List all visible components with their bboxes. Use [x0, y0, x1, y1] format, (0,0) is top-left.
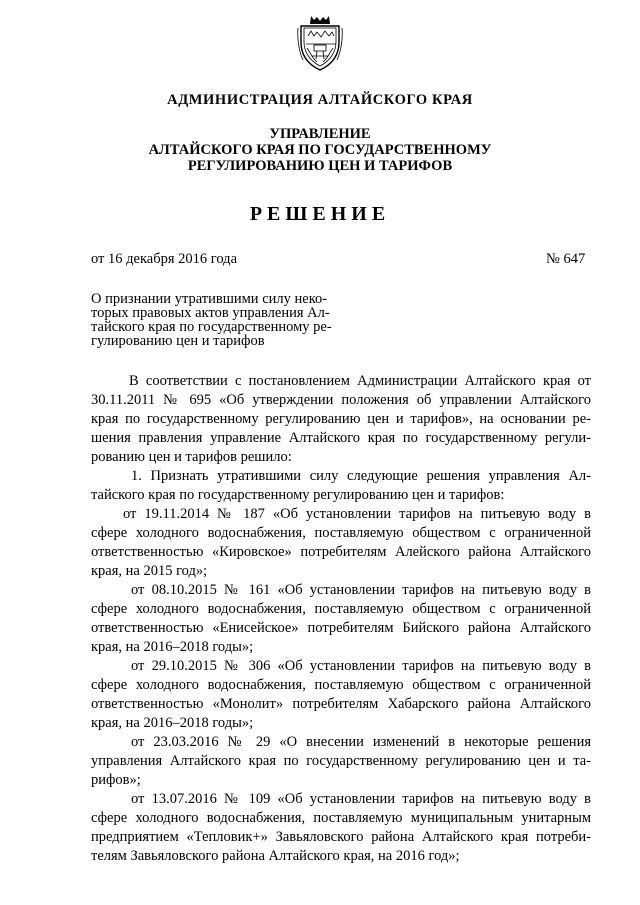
- body-line: тайского края по государственному регулированию цен и тарифов:: [91, 487, 505, 503]
- body-line: шения правления управление Алтайского края по государственному регули-: [91, 430, 591, 446]
- body-line: управления Алтайского края по государственному регулированию цен и та-: [91, 753, 591, 769]
- body-line: 30.11.2011 № 695 «Об утверждении положения об управлении Алтайского: [91, 392, 591, 408]
- department-line-1: УПРАВЛЕНИЕ: [269, 126, 371, 142]
- body-line: ответственностью «Монолит» потребителям Хабарского района Алтайского: [91, 696, 591, 712]
- document-body: [91, 372, 591, 866]
- document-date: от 16 декабря 2016 года: [91, 251, 237, 267]
- subject-line: тайского края по государственному ре-: [91, 319, 332, 335]
- body-line: сфере холодного водоснабжения, поставляемую обществом с ограниченной: [91, 677, 591, 693]
- body-line: ответственностью «Енисейское» потребителям Бийского района Алтайского: [91, 620, 591, 636]
- subject-line: О признании утратившими силу неко-: [91, 291, 328, 307]
- body-line: рованию цен и тарифов решило:: [91, 449, 292, 465]
- body-line: края, на 2016–2018 годы»;: [91, 715, 254, 731]
- body-line: от 13.07.2016 № 109 «Об установлении тарифов на питьевую воду в: [131, 791, 591, 807]
- document-subject: [91, 292, 344, 348]
- body-line: сфере холодного водоснабжения, поставляемую обществом с ограниченной: [91, 601, 591, 617]
- department-line-3: РЕГУЛИРОВАНИЮ ЦЕН И ТАРИФОВ: [187, 158, 453, 174]
- coat-of-arms-emblem-icon: [297, 14, 343, 72]
- body-line: ответственностью «Кировское» потребителям Алейского района Алтайского: [91, 544, 591, 560]
- body-line: 1. Признать утратившими силу следующие решения управления Ал-: [131, 468, 591, 484]
- body-line: края, на 2016–2018 годы»;: [91, 639, 254, 655]
- body-line: рифов»;: [91, 772, 141, 788]
- organization-title: АДМИНИСТРАЦИЯ АЛТАЙСКОГО КРАЯ: [167, 92, 473, 108]
- body-line: от 29.10.2015 № 306 «Об установлении тарифов на питьевую воду в: [131, 658, 591, 674]
- department-line-2: АЛТАЙСКОГО КРАЯ ПО ГОСУДАРСТВЕННОМУ: [148, 142, 492, 158]
- subject-line: торых правовых актов управления Ал-: [91, 305, 330, 321]
- body-line: сфере холодного водоснабжения, поставляемую муниципальным унитарным: [91, 810, 591, 826]
- body-line: сфере холодного водоснабжения, поставляемую обществом с ограниченной: [91, 525, 591, 541]
- subject-line: гулированию цен и тарифов: [91, 333, 265, 349]
- body-line: от 19.11.2014 № 187 «Об установлении тарифов на питьевую воду в: [123, 506, 591, 522]
- body-line: В соответствии с постановлением Администрации Алтайского края от: [129, 373, 591, 389]
- document-number: № 647: [546, 251, 586, 267]
- body-line: от 08.10.2015 № 161 «Об установлении тарифов на питьевую воду в: [131, 582, 591, 598]
- document-type-heading: РЕШЕНИЕ: [249, 203, 391, 225]
- body-line: края, на 2015 год»;: [91, 563, 208, 579]
- body-line: от 23.03.2016 № 29 «О внесении изменений в некоторые решения: [131, 734, 591, 750]
- body-line: телям Завьяловского района Алтайского края, на 2016 год»;: [91, 848, 460, 864]
- body-line: предприятием «Тепловик+» Завьяловского района Алтайского края потреби-: [91, 829, 591, 845]
- body-line: края по государственному регулированию цен и тарифов», на основании ре-: [91, 411, 591, 427]
